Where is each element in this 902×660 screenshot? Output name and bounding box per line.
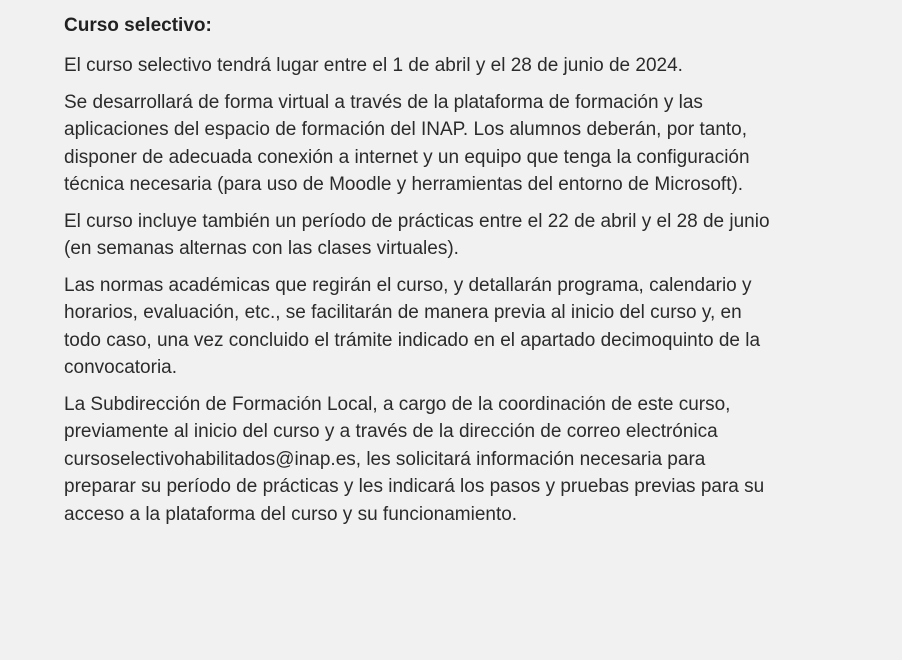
section-heading: Curso selectivo: [64,15,212,36]
paragraph-dates: El curso selectivo tendrá lugar entre el 1 de abril y el 28 de junio de 2024. [64,55,683,76]
paragraph-virtual-format: Se desarrollará de forma virtual a través de la plataforma de formación y las aplicaciones del espacio de formación del INAP. Los alumnos deberán, por tanto, disponer de adecuada conexión a internet y un equipo que tenga la configuración técnica necesaria (para uso de Moodle y herramientas del entorno de Microsoft). [64,91,750,195]
paragraph-contact: La Subdirección de Formación Local, a cargo de la coordinación de este curso, previamente al inicio del curso y a través de la dirección de correo electrónica cursoselectivohabilitados@inap.es, les solicitará información necesaria para preparar su período de prácticas y les indicará los pasos y pruebas previas para su acceso a la plataforma del curso y su funcionamiento. [64,393,765,525]
paragraph-academic-rules: Las normas académicas que regirán el curso, y detallarán programa, calendario y horarios, evaluación, etc., se facilitarán de manera previa al inicio del curso y, en todo caso, una vez concluido el trámite indicado en el apartado decimoquinto de la convocatoria. [64,274,761,378]
paragraph-practicum: El curso incluye también un período de prácticas entre el 22 de abril y el 28 de junio (en semanas alternas con las clases virtuales). [64,210,770,259]
